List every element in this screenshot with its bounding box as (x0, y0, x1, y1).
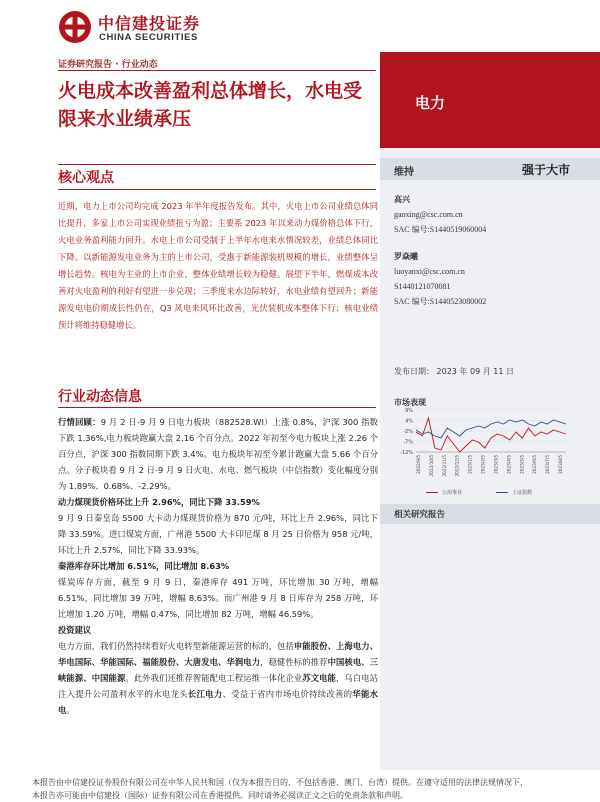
x-tick-label: 2023/4/5 (506, 455, 512, 474)
market-performance-title: 市场表现 (394, 398, 426, 407)
x-tick-label: 2023/3/5 (493, 455, 499, 474)
sector-label: 电力 (415, 94, 446, 112)
disclaimer-footer (0, 776, 600, 802)
investment-picks-1: 申能股份、上海电力、华电国际、华能国际、福能股份、大唐发电、华润电力 (58, 641, 378, 667)
x-tick-label: 2022/11/5 (441, 455, 447, 477)
related-reports-title: 相关研究报告 (394, 510, 446, 520)
y-tick-label: -12% (400, 450, 413, 456)
x-tick-label: 2022/12/5 (454, 455, 460, 477)
analyst-2-email[interactable]: luoyanxi@csc.com.cn (394, 267, 465, 276)
x-tick-label: 2023/2/5 (480, 455, 486, 474)
disclaimer-line-1: 本报告由中信建投证券股份有限公司在中华人民共和国（仅为本报告目的，不包括香港、澳门、台湾）提供。在遵守适用的法律法规情况下， (32, 778, 528, 787)
logo-english-name: CHINA SECURITIES (99, 32, 198, 43)
rating-value: 强于大市 (521, 163, 570, 177)
investment-heading: 投资建议 (58, 625, 92, 635)
investment-picks-2: 中国核电、三峡能源、中国能源 (58, 657, 378, 683)
core-view-text: 近期，电力上市公司均完成 2023 年半年度报告发布。其中，火电上市公司业绩总体同比提升，多家上市公司实现业绩扭亏为盈；主要系 2023 年以来动力煤价格总体下行，火电业务盈利能力回升。水电上市公司受制于上半年水电来水情况较差，业绩总体同比下降。以新能源发电业务为主的上市公司，受惠于新能源装机规模的增长，业绩整体呈增长趋势。核电为主业的上市企业，整体业绩增长较为稳健。展望下半年，燃煤成本改善对火电盈利的利好有望进一步兑现；三季度来水边际转好，水电业绩有望回升；新能源发电电价期成长性仍在，Q3 风电来风环比改善，光伏装机成本整体下行；核电业绩预计将维持稳健增长。 (58, 201, 378, 330)
rating-band (380, 158, 600, 180)
sector-banner (380, 52, 600, 148)
investment-picks-5: 华能水电 (58, 689, 378, 715)
x-tick-label: 2023/7/5 (545, 455, 551, 474)
investment-mid-3: ，乌白电站注入提升公司盈利水平的水电龙头 (58, 673, 378, 699)
x-tick-label: 2023/8/5 (558, 455, 563, 474)
analyst-1-email[interactable]: gaoxing@csc.com.cn (394, 210, 463, 219)
coal-price-heading: 动力煤现货价格环比上升 2.96%，同比下降 33.59% (58, 497, 260, 507)
x-tick-label: 2022/10/5 (428, 455, 434, 477)
core-view-heading: 核心观点 (58, 170, 114, 186)
coal-stock-heading: 秦港库存环比增加 6.51%，同比增加 8.63% (58, 561, 230, 571)
investment-intro: 电力方面，我们仍然持续看好火电转型新能源运营的标的，包括 (58, 641, 294, 651)
market-review-text: 9 月 2 日-9 月 9 日电力板块（882528.WI）上涨 0.8%，沪深 300 指数下跌 1.36%,电力板块跑赢大盘 2.16 个百分点。2022 年初至今电力板块上涨 2.26 个百分点，沪深 300 指数同期下跌 3.4%。电力板块年初至今累计跑赢大盘 5.66 个百分点。分子板块看 9 月 2 日-9 月 9 日火电、水电、燃气板块（中信指数）变化幅度分别为 1.89%、0.68%、-2.29%。 (58, 417, 378, 491)
analyst-2-sac: SAC 编号:S1440523080002 (394, 297, 487, 306)
analyst-2-id: S1440121070081 (394, 282, 451, 291)
analyst-list (394, 192, 594, 309)
coal-price-text: 9 月 9 日秦皇岛 5500 大卡动力煤现货价格为 870 元/吨，环比上升 2.96%，同比下降 33.59%。进口煤炭方面，广州港 5500 大卡印尼煤 8 月 25 日价格为 958 元/吨，环比上升 2.57%，同比下降 33.93%。 (58, 513, 378, 555)
related-band (380, 504, 600, 524)
investment-mid-2: 。此外我们还推荐智能配电工程运维一体化企业 (125, 673, 303, 683)
breadcrumb: 证券研究报告 · 行业动态 (58, 60, 158, 70)
news-divider (58, 407, 376, 408)
news-heading: 行业动态信息 (58, 389, 142, 405)
rating-label: 维持 (394, 167, 414, 178)
logo-chinese-name: 中信建投证券 (98, 14, 201, 33)
y-tick-label: -2% (403, 429, 413, 435)
investment-picks-3: 苏文电能 (302, 673, 336, 683)
x-tick-label: 2022/9/5 (416, 455, 421, 474)
series-line-sse-index (416, 420, 566, 438)
analyst-1-name: 高兴 (394, 195, 410, 204)
legend-label: 上证指数 (512, 490, 533, 496)
market-review-label: 行情回顾： (58, 417, 101, 427)
investment-mid-1: ，稳健性标的推荐 (260, 657, 328, 667)
disclaimer-line-2: 本报告亦可能由中信建投（国际）证券有限公司在香港提供。同时请务必阅读正文之后的免责条款和声明。 (32, 791, 408, 800)
publish-date: 发布日期： 2023 年 09 月 11 日 (394, 367, 514, 376)
report-title: 火电成本改善盈利总体增长，水电受限来水业绩承压 (58, 80, 363, 130)
x-tick-label: 2023/5/5 (519, 455, 525, 474)
coal-stock-text: 煤炭库存方面，截至 9 月 9 日，秦港库存 491 万吨，环比增加 30 万吨，增幅 6.51%，同比增加 39 万吨，增幅 8.63%。而广州港 9 月 8 日库存为 258 万吨，环比增加 1.20 万吨，增幅 0.47%，同比增加 82 万吨，增幅 46.59%。 (58, 577, 378, 619)
y-tick-label: 4% (405, 418, 413, 425)
investment-mid-4: 、受益于省内市场电价持续改善的 (222, 689, 353, 699)
investment-end: 。 (66, 705, 75, 715)
analyst-1-sac: SAC 编号:S1440519060004 (394, 225, 487, 234)
legend-label: 公用事业 (442, 490, 463, 496)
logo-emblem-icon (58, 10, 92, 44)
investment-text (58, 638, 378, 718)
title-divider (58, 70, 376, 71)
y-tick-label: 9% (405, 408, 413, 414)
x-tick-label: 2023/6/5 (532, 455, 538, 474)
analyst-2-name: 罗焱曦 (394, 252, 418, 261)
market-performance-chart (390, 406, 585, 498)
market-review-paragraph (58, 414, 378, 494)
sidebar (380, 148, 600, 770)
core-bottom-divider (58, 189, 376, 190)
company-logo (58, 8, 218, 48)
investment-picks-4: 长江电力 (187, 689, 223, 699)
x-tick-label: 2023/1/5 (467, 455, 473, 474)
y-tick-label: -7% (403, 439, 413, 446)
news-body (58, 414, 378, 718)
core-top-divider (58, 164, 376, 165)
